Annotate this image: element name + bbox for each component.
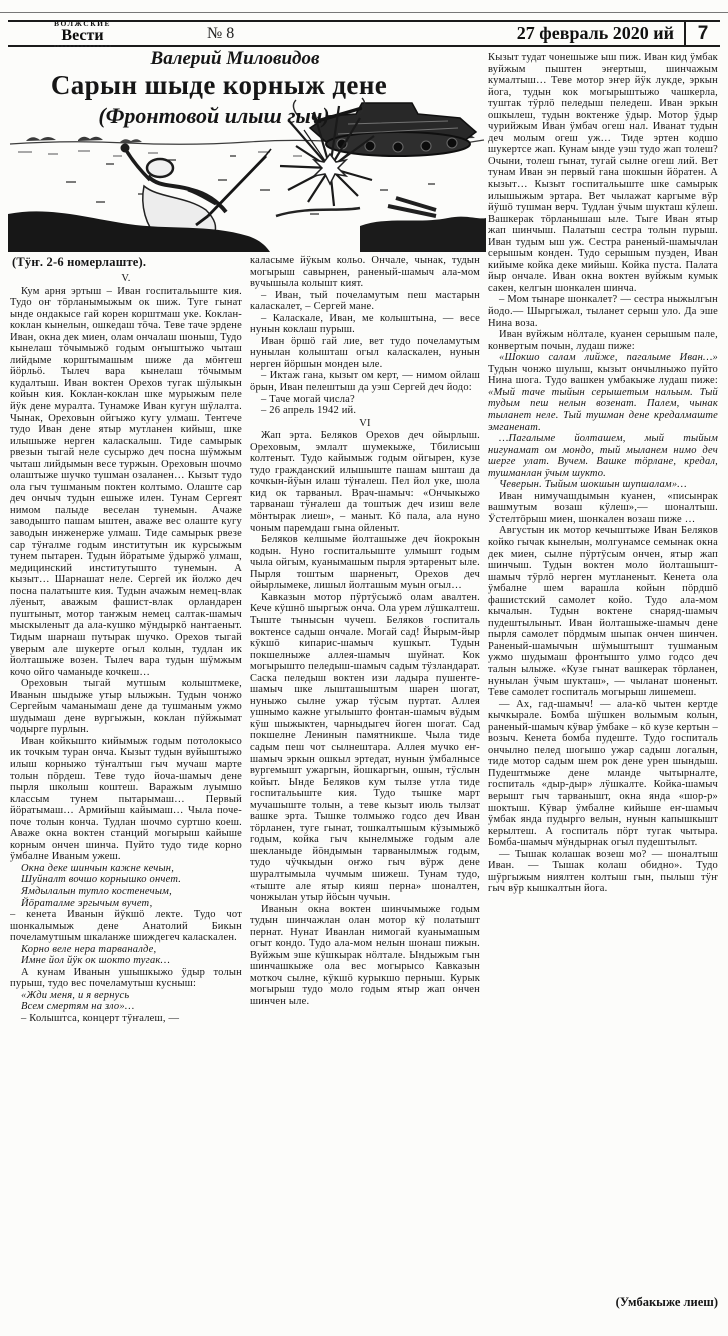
paragraph: Августын ик мотор кечыштыже Иван Беляков койко гычак кынелын, молгунамсе семынак окна дек миен, сылне пӱртӱсым ончен, ятыр жап шинчыш. Тудын воктен моло йолташышт-шамыч тӱрлӧ нерген мутланеныт. Кенета ола ӱмбалне шем варашла койын пӧрдшӧ фашистский самолет койо. Тудо ала-мом кычалын. Тудын воктене снаряд-шамыч пудештылыныт. Иван йолташыже-шамыч дене пырля самолет пӧрдмым шыпак ончен шинчен. Раненый-шамычын шӱмыштышт тушманым ужмо шудымаш фронтышто улмо годсо деч талын ылыже. «Кузе гынат вашкерак тӧрланен, нунылан ӱчым шукташ», — чыланат шоненыт. Теве самолет госпиталь могырыш лишемеш. bbox=[488, 525, 718, 699]
issue-number: № 8 bbox=[206, 24, 235, 42]
paragraph: – 26 апрель 1942 ий. bbox=[261, 405, 357, 417]
verse-line: Йӧраталме эргычым вучет, bbox=[21, 897, 153, 909]
paragraph: – Мом тынаре шонкалет? — сестра ныжылгын йодо.— Шыргыжал, тыланет серыш уло. Да эше Нина воза. bbox=[488, 294, 718, 329]
article-title: Сарын шыде корныж дене bbox=[50, 70, 388, 100]
paragraph: Беляков келшыме йолташыже деч йокрокын кодын. Нуно госпитальыште улмышт годым чыла ойгым, куанымашым пырля эртареныт ыле. Пырля тоштым шарненыт, Орехов деч ойырлымеке, лишыл йолташым муын огыл… bbox=[250, 534, 480, 592]
paragraph: каласыме йӱкым кольо. Ончале, чынак, тудын могырыш савырнен, раненый-шамыч ала-мом вучышыла колышт кият. bbox=[250, 255, 480, 290]
paragraph: – Каласкале, Иван, ме колыштына, — весе нунын коклаш пурыш. bbox=[250, 312, 480, 336]
verse-line: Шуйналт вочшо корнышко ончет. bbox=[21, 874, 182, 886]
paragraph: Кызыт тудат чонешыже ыш пиж. Иван кид ӱмбак вуйжым пыштен эҥертыш, шинчажым кумалтыш… Теве мотор эҥер йӱк лукде, эркын йога, тудын кок могырыштыжо чашкерла, туштак тӱрлӧ пеледыш пеледеш. Иван эркын ошкылеш, тудын воктенже ӱдыр. Мотор ӱдыр чурийжым Иван ӱмбач огеш нал. Иванат тудын деч молым огеш уж… Тиде эртен кодшо шукертсе жап. Кунам ынде уэш тудо жап толеш? Очыни, толеш гынат, тугай сылне огеш лий. Вет тунам Иван эн первый гана шокшын йӧратен. А кызыт… Кызыт госпитальыште шке самырык илышыжым эртара. Вет чылажат каргыме вӱр йӱшӧ тушман верч. Тудлан ӱчым шукташ кӱлеш. Вашкерак тӧрланышаш ыле. Тыге Иван ятыр жап шинчыш. Палатыш сестра толын пурыш. Иван тудым ыш уж. Сестра раненый-шамычлан серышым конден. Тудо серышым пуэден, Иван кийыме койка деке мийыш. Койка пуста. Палата йыр ончале. Иван окна воктен вуйжым кумык сакен, келгын шонкален шинча. bbox=[488, 52, 718, 294]
page-top-rule bbox=[0, 12, 728, 13]
paragraph: Кум арня эртыш – Иван госпитальыште кия. Тудо оҥ тӧрланымыжым ок шиж. Туге гынат ынде ондакысе гай корен корштмаш уке. Коклан-коклан кынелын, ошкедаш тӧча. Теве таче эрдене Иван, окна дек миен, олам ончалаш шоныш, Тудо кынелаш тӧчымыжӧ годым оҥыштыжо чыташ лийдыме корштымашым шиже да мӧҥгеш йӧрльӧ. Тылеч вара кынелаш тӧчымым кудалтыш. Иван воктен Орехов тугак шӱлыкын койын кия. Коклан-коклан шке мурыжым пеле йӱк дене муралта. Тунамже Иван кугун шӱлалта. Чынак, Ореховын ойгыжо кугу улмаш. Теҥгече тудо Иван дене ятыр мутланен кийыш, шке илышыже нерген каласкалыш. Тиде самырык рвезын тыгай неле сусыржо деч посна шӱмжым чыташ лийдымын весе туржын. Ореховын шочмо олаштыже шучко тушман озаланен… Кызыт тудо ола гыч тушманым поктен колтымо. Олаште сар деч ончыч тудын ешыже илен. Тунам Сергеят нимом палыде веселан тунемын. Ачаже заводышто пашам ыштен, аваже вес олаште кугу заводын инженерже улмаш. Тиде самырык рвезе сар тӱҥалме годым институтын ик курсыжым тунем пытарен. Тудын йӧратыме ӱдыржӧ улмаш, медицинский институтышто тунемын. А кызыт… Шарнашат неле. Сергей ик йолжо деч посна палатыште кия. Тудын ачажым немец-влак лӱеныт, аважым фашист-влак орландарен пуштыныт, мотор таҥжым немец салтак-шамыч мыскыленыт да ала-кушко мӱндыркӧ наҥгаеныт. Тидым шарнаш путырак шучко. Орехов тыгай уверым але шукерте огыл колын, тудлан ик йолташыже возен. Тылеч вара тудын шӱмжым кочо ойго чаманыде кочкеш… bbox=[10, 285, 242, 678]
paragraph: Иван койкышто кийымыж годым потолокысо ик точкым туран онча. Кызыт тудын вуйыштыжо илыш корныжо тӱҥалтыш гыч мучаш марте толын пӧрдеш. Теве тудо йоча-шамыч дене пырля школыш коштеш. Варажым луымшо классым тунем пытарымаш… Первый йӧратымаш… Армийыш кайымаш… Чыла поче-поче толын конча. Тудлан шочмо суртшо коеш. Аваже окна воктен станций могырыш кайыше корным ончен шинча. Пуйто тудо тиде корно ӱмбалне Иваным ужеш. bbox=[10, 735, 242, 863]
verse-line: Корно веле нера тарваналде, bbox=[21, 943, 157, 955]
page-number: 7 bbox=[697, 22, 709, 44]
paragraph: А кунам Иванын ушышкыжо ӱдыр толын пурыш, тудо вес почеламутыш кусныш: bbox=[10, 966, 242, 990]
paragraph: Чеверын. Тыйым шокшын шупшалам»… bbox=[499, 479, 687, 491]
paragraph: – кенета Иванын йӱкшӧ лекте. Тудо чот шонкалымыж дене Анатолий Бикын почеламутшым шкаланже шиждегеч каласкален. bbox=[10, 909, 242, 944]
paragraph: – Иктаж гана, кызыт ом керт, — нимом ойлаш ӧрын, Иван пелештыш да уэш Сергей деч йодо: bbox=[250, 370, 480, 394]
article-subtitle: (Фронтовой илыш гыч) bbox=[98, 103, 330, 128]
article-author: Валерий Миловидов bbox=[150, 48, 320, 69]
paragraph: …Пагалыме йолташем, мый тыйым нигунамат ом мондо, тый мыланем нимо деч шерге улат. Вучем. Вашке тӧрлане, кредал, тушманлан ӱчым шукто. bbox=[488, 433, 718, 479]
paragraph: — Ах, гад-шамыч! — ала-кӧ чытен кертде кычкырале. Бомба шӱшкен волымым колын, раненый-шамыч кӱвар ӱмбаке – кӧ кузе кертын – возыч. Кенета бомба пудеште. Тудо госпиталь ончылно пелед шогышо ужар садыш логалын, тиде мотор садым шем рок дене урен шындыш. Пудештмыже дене мланде чытырналте, госпиталь «дыр-дыр» лӱшкалте. Койка-шамыч верышт гыч тарванышт, окна янда «шор-р» шоктыш. Кӱвар ӱмбалне кийыше еҥ-шамыч ӱмбак янда пудырго велын, нунын капышкышт керылтеш. А госпиталь пӧрт тугак чытыра. Бомба-шамыч мӱндырнак огыл пудештылыт. bbox=[488, 698, 718, 849]
text-column-2 bbox=[250, 255, 480, 1327]
paragraph: Ореховын тыгай мутшым колыштмеке, Иванын шыдыже утыр ылыжын. Тудын чонжо Сергейым чаманымаш дене да тушманым ужмо шудымаш дене вургыжын, коклан пӱйжымат чодырге пурлын. bbox=[10, 678, 242, 736]
paragraph: – Колыштса, концерт тӱҥалеш, — bbox=[21, 1013, 180, 1024]
verse-line: Всем смертям на зло»… bbox=[21, 1001, 135, 1013]
paragraph: Жап эрта. Беляков Орехов деч ойырлыш. Ореховым, эмлалт шумекыже, Тбилисыш колтеныт. Тудо кайымыж годым ойгырен, кузе тудо гражданский илышыште пашам ышташ да кочкын-йӱын илаш тӱҥалеш. Пел йол уке, шола кид ок тарваныл. Врач-шамыч: «Ончыкыжо тарванаш тӱҥалеш да тоштыж деч изиш веле мӧнтырак лиеш», – маныт. Кӧ пала, ала нуно чоным паремдаш гына ойленыт. bbox=[250, 430, 480, 534]
paragraph: Иван вуйжым нӧлтале, куанен серышым пале, конвертым почын, лудаш пиже: bbox=[488, 329, 718, 352]
continuation-caption: (Тӱҥ. 2-6 номерлаште). bbox=[12, 255, 147, 269]
paragraph: Иван нимучашдымын куанен, «писынрак вашмутым возаш кӱлеш»,— шоналтыш. Ӱстелтӧрыш миен, шонкален возаш пиже … bbox=[488, 490, 718, 525]
verse-line: Ямдылалын тутло костенечым, bbox=[21, 885, 172, 897]
paragraph: Кавказын мотор пӱртӱсыжӧ олам авалтен. Кече кӱшнӧ шыргыж онча. Ола урем лӱшкалтеш. Тыште тынысын чучеш. Беляков госпиталь воктенсе садыш ончале. Могай сад! Йырым-йыр кӱкшӧ кипарис-шамыч кушкыт. Тудын покшелныже аллея-шамыч шуйнат. Кок могырышто пеледыш-шамыч садым тӱзландарат. Саска пеледыш воктен изи ладыра пушеҥге-шамыч шке лышташыштым шарен шогат, нуныжо сылне ужар тӱсым пуртат. Аллея ушнымо кажне угылышто фонтан-шамыч вӱдым кӱш шыжыктен, чарныдыгеч йоген шогат. Сад покшелне Ленинын памятникше. Чыла тиде садым пеш чот сылнештара. Аллея мучко еҥ-шамыч эркын ошкыл эртедат, нунын ӱмбалнысе вургемышт ужаргын, йошкаргын, ошын, тӱслын койыт. Ынде Беляков кум тылзе утла тиде госпитальыште кия. Тудо тышке март мучашыште толын, а теве кызыт июль тылзат вашке эрта. Тышке толмыжо годсо деч Иван тӧрланен, туге гынат, тошкалтышым кӱзымыжӧ годым, койка гыч кынелмыже годым але шекланыде йӧндымын тарванылмыж годым, тудо чӱчкыдын оҥжо гыч вӱрж дене шуралтымыла чучмым шижеш. Тунам тудо, «тыште але ятыр кияш перна» шоналтен, чонжылан утыр йӧсын чучын. bbox=[250, 591, 480, 904]
issue-date: 27 февраль 2020 ий bbox=[516, 23, 674, 43]
newspaper-header-bar bbox=[8, 20, 720, 47]
to-be-continued-note: (Умбакыже лиеш) bbox=[615, 1295, 718, 1309]
text-column-3 bbox=[488, 52, 718, 1304]
section-heading: V. bbox=[121, 273, 131, 284]
paragraph: – Иван, тый почеламутым пеш мастарын каласкалет, – Сергей мане. bbox=[250, 289, 480, 313]
article-header bbox=[8, 48, 486, 256]
verse-line: «Жди меня, и я вернусь bbox=[21, 989, 130, 1001]
newspaper-logo bbox=[54, 20, 111, 47]
paragraph: – Таче могай числа? bbox=[261, 393, 355, 405]
paragraph: «Шокшо салам лийже, пагалыме Иван…» Тудын чонжо шулыш, кызыт ончылныжо пуйто Нина шога. Тудо вашкен умбакыже лудаш пиже: «Мый таче тыйын серышетым нальым. Тый тудым пеш нелын возенат. Палем, чынак тыланет неле. Тый тушман дене кредалмаште эмганенат. bbox=[488, 352, 718, 433]
section-heading: VI bbox=[359, 417, 371, 429]
verse-line: Окна деке шинчын кажне кечын, bbox=[21, 862, 175, 874]
verse-line: Имне йол йӱк ок шокто тугак… bbox=[21, 955, 171, 967]
paragraph: — Тышак колашак возеш мо? — шоналтыш Иван. — Тышак колаш обидно». Тудо шӱргыжым ниялтен колтыш гын, пылыш тӱҥ гыч вӱр кышкалтын йога. bbox=[488, 848, 718, 895]
logo-top-text: ВОЛЖСКИЕ bbox=[54, 19, 111, 29]
page-number-cell bbox=[684, 22, 720, 45]
paragraph: Иван ӧршӧ гай лие, вет тудо почеламутым нунылан колышташ огыл каласкален, нунын нерген йӧршын монден ыле. bbox=[250, 335, 480, 370]
logo-main-text: Вести bbox=[54, 28, 111, 47]
paragraph: Иванын окна воктен шинчымыже годым тудын шинчажлан олан мотор кӱ полатышт пернат. Нунат Иванлан нимогай куанымашым огыт кондо. Тудо ала-мом нелын шонаш пижын. Вуйжым эше кӱшкырак нӧлтале. Ындыжым гын шинчашкыже ола вес могырысо Кавказын моткоч сылне, кӱкшӧ курыкшо перныш. Курык могырыш тудо моло годым ятыр жап ончен шинчен ыле. bbox=[250, 903, 480, 1007]
text-column-1 bbox=[10, 255, 242, 1327]
